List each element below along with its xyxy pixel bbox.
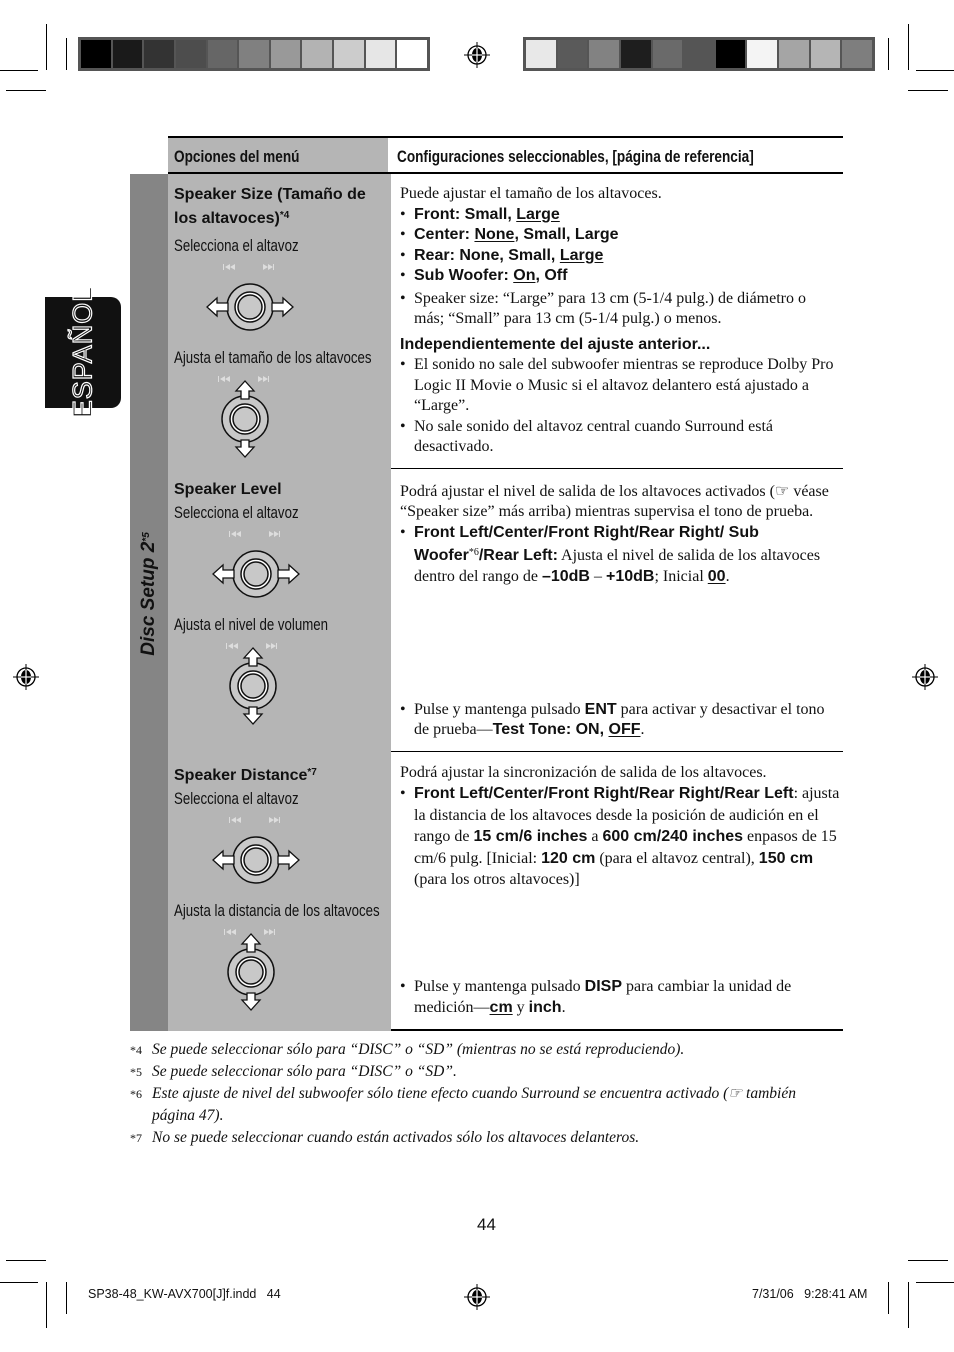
settings-description — [391, 174, 843, 469]
text-segment: OFF — [608, 721, 641, 738]
footnote-mark: *6 — [130, 1086, 142, 1101]
section-note: *5 — [141, 532, 152, 542]
text-segment: Podrá ajustar la sincronización de salida de los altavoces. — [400, 763, 767, 781]
footnotes — [130, 1039, 843, 1149]
crop-mark — [916, 70, 954, 71]
text-segment: para cambiar la unidad de medición— — [414, 977, 792, 1016]
step-select-speaker: Selecciona el altavoz — [174, 502, 299, 522]
option-cell — [168, 174, 391, 469]
setting-item — [400, 289, 840, 330]
setting-item — [400, 783, 840, 891]
text-segment: 150 cm — [758, 849, 814, 867]
crop-mark — [66, 38, 67, 70]
color-bar-left — [78, 37, 430, 71]
footnote — [130, 1083, 830, 1127]
text-segment: (para los otros altavoces)] — [414, 871, 580, 888]
footnote-mark: *4 — [130, 1042, 142, 1057]
joystick-icon — [205, 261, 295, 341]
option-cell — [168, 469, 391, 752]
registration-mark-icon — [463, 1283, 491, 1311]
text-segment: Front Left/Center/Front Right/Rear Right/Rear Left — [414, 785, 794, 802]
text-segment: +10dB — [605, 567, 655, 585]
text-segment: DISP — [584, 977, 622, 995]
page-content — [130, 136, 843, 1149]
text-segment: para activar y desactivar el tono de prueba— — [414, 700, 825, 738]
text-segment: No sale sonido del altavoz central cuando Surround está desactivado. — [414, 417, 773, 455]
text-segment: /Rear Left: — [478, 547, 558, 564]
page-number: 44 — [477, 1215, 496, 1234]
settings-description — [391, 469, 843, 752]
text-segment: None — [474, 226, 515, 243]
text-segment: Test Tone: ON, — [492, 721, 609, 738]
crop-mark — [6, 90, 46, 91]
footnote — [130, 1061, 830, 1083]
crop-mark — [0, 1282, 38, 1283]
option-cell — [168, 752, 391, 1031]
step-select-speaker: Selecciona el altavoz — [174, 788, 299, 808]
text-segment: – — [589, 567, 606, 585]
color-swatch — [621, 40, 651, 68]
joystick-icon — [200, 373, 290, 459]
table-row — [168, 469, 843, 752]
footnote-text: No se puede seleccionar cuando están activados sólo los altavoces delanteros. — [152, 1128, 640, 1146]
text-segment: (para el altavoz central), — [595, 849, 759, 867]
settings-description — [391, 752, 843, 1031]
text-segment: 00 — [707, 567, 726, 585]
color-swatch — [811, 40, 841, 68]
color-swatch — [558, 40, 588, 68]
crop-mark — [916, 1282, 954, 1283]
header-col2: Configuraciones seleccionables, [página de referencia] — [397, 147, 754, 166]
note-item — [400, 417, 840, 458]
text-segment: El sonido no sale del subwoofer mientras se reproduce Dolby Pro Logic II Movie o Music si el altavoz delantero está ajustado a “Large”. — [414, 356, 834, 414]
text-segment: , Off — [535, 267, 568, 284]
registration-mark-icon — [463, 41, 491, 69]
section-sidebar — [130, 174, 168, 1031]
setting-item — [400, 523, 840, 588]
slug-file: SP38-48_KW-AVX700[J]f.indd 44 — [88, 1287, 281, 1301]
header-col2-cell — [388, 138, 843, 172]
setting-item — [400, 246, 840, 267]
color-swatch — [526, 40, 556, 68]
crop-mark — [6, 1260, 46, 1261]
text-segment: Podrá ajustar el nivel de salida de los altavoces activados (☞ véase “Speaker size” más arriba) mientras supervisa el tono de prueba. — [400, 482, 829, 520]
color-swatch — [271, 40, 301, 68]
text-segment: Large — [559, 246, 604, 264]
step-select-speaker: Selecciona el altavoz — [174, 236, 299, 255]
text-segment: y — [512, 999, 529, 1016]
table-header — [168, 136, 843, 174]
intro-text — [400, 184, 840, 205]
text-segment: Speaker Distance — [174, 766, 308, 784]
color-swatch — [113, 40, 143, 68]
note-item — [400, 355, 840, 417]
intro-text — [400, 482, 840, 523]
setting-item — [400, 205, 840, 226]
color-swatch — [334, 40, 364, 68]
registration-mark-icon — [12, 663, 40, 691]
step-adjust: Ajusta el nivel de volumen — [174, 614, 329, 634]
crop-mark — [46, 1282, 47, 1328]
joystick-icon — [211, 814, 301, 894]
option-title — [174, 762, 387, 786]
footnote-text: Se puede seleccionar sólo para “DISC” o “SD”. — [152, 1062, 457, 1080]
language-tab-label: ESPAÑOL — [67, 285, 98, 419]
step-adjust: Ajusta la distancia de los altavoces — [174, 900, 380, 920]
table-rows — [168, 174, 843, 1031]
text-segment: 15 cm/6 inches — [473, 828, 588, 845]
crop-mark — [908, 90, 948, 91]
footnote-text: Este ajuste de nivel del subwoofer sólo tiene efecto cuando Surround se encuentra activado (☞ también página 47). — [152, 1084, 796, 1124]
header-col1: Opciones del menú — [174, 147, 300, 166]
crop-mark — [908, 24, 909, 70]
text-segment: cm — [489, 999, 513, 1016]
footnote-text: Se puede seleccionar sólo para “DISC” o “SD” (mientras no se está reproduciendo). — [152, 1040, 685, 1058]
text-segment: –10dB — [541, 567, 590, 585]
color-swatch — [176, 40, 206, 68]
footnote — [130, 1039, 830, 1061]
text-segment: Pulse y mantenga pulsado — [414, 700, 585, 718]
color-swatch — [397, 40, 427, 68]
crop-mark — [908, 1260, 948, 1261]
text-segment: a — [587, 828, 603, 845]
text-segment: *6 — [468, 547, 479, 558]
crop-mark — [0, 70, 38, 71]
joystick-icon — [211, 528, 301, 608]
color-swatch — [684, 40, 714, 68]
table-row — [168, 752, 843, 1031]
crop-mark — [66, 1282, 67, 1314]
footnote-mark: *5 — [130, 1064, 142, 1079]
text-segment: *7 — [307, 766, 317, 778]
text-segment: enpasos de 15 cm/6 pulg. [Inicial: — [414, 828, 837, 867]
color-swatch — [81, 40, 111, 68]
slug-date: 7/31/06 9:28:41 AM — [752, 1287, 868, 1301]
intro-text — [400, 762, 840, 784]
text-segment: Sub Woofer: — [414, 267, 514, 284]
crop-mark — [908, 1282, 909, 1328]
text-segment: Center: — [414, 226, 475, 243]
text-segment: Puede ajustar el tamaño de los altavoces. — [400, 185, 662, 202]
text-segment: 120 cm — [541, 849, 596, 867]
text-segment: . — [561, 999, 566, 1016]
subheading: Independientemente del ajuste anterior... — [400, 335, 711, 353]
text-segment: Large — [516, 205, 560, 223]
color-swatch — [589, 40, 619, 68]
text-segment: Front: Small, — [414, 205, 517, 223]
crop-mark — [888, 1282, 889, 1314]
text-segment: Speaker Size (Tamaño de los altavoces) — [174, 186, 366, 227]
color-swatch — [208, 40, 238, 68]
text-segment: On — [513, 267, 536, 284]
color-swatch — [239, 40, 269, 68]
test-tone-note — [400, 690, 840, 741]
joystick-icon — [208, 640, 298, 726]
footnote-mark: *7 — [130, 1130, 142, 1145]
text-segment: inch — [528, 999, 562, 1016]
color-swatch — [842, 40, 872, 68]
text-segment: Pulse y mantenga pulsado — [414, 977, 585, 995]
color-swatch — [716, 40, 746, 68]
crop-mark — [888, 38, 889, 70]
text-segment: ENT — [584, 700, 617, 718]
section-label — [138, 532, 160, 656]
text-segment: ; Inicial — [654, 567, 708, 585]
setting-item — [400, 225, 840, 246]
text-segment: Ajusta el nivel de salida de los altavoces dentro del rango de — [414, 547, 821, 585]
text-segment: *4 — [279, 210, 290, 221]
unit-note — [400, 966, 840, 1019]
color-swatch — [747, 40, 777, 68]
color-bar-right — [523, 37, 875, 71]
color-swatch — [144, 40, 174, 68]
registration-mark-icon — [911, 663, 939, 691]
text-segment: Front Left/Center/Front Right/Rear Right/ Sub Woofer — [414, 523, 759, 564]
setting-item — [400, 266, 840, 287]
color-swatch — [779, 40, 809, 68]
table-row — [168, 174, 843, 469]
joystick-icon — [206, 926, 296, 1012]
text-segment: Speaker size: “Large” para 13 cm (5-1/4 pulg.) de diámetro o más; “Small” para 13 cm (5-1/4 pulg.) o menos. — [414, 289, 806, 327]
table-body — [130, 174, 843, 1031]
section-label-text: Disc Setup 2 — [138, 541, 159, 656]
text-segment: , Small, Large — [514, 226, 619, 243]
crop-mark — [46, 24, 47, 70]
option-title — [174, 479, 387, 500]
color-swatch — [653, 40, 683, 68]
text-segment: Rear: None, Small, — [414, 246, 560, 264]
text-segment: . — [725, 567, 730, 585]
text-segment: 600 cm/240 inches — [602, 828, 744, 845]
option-title — [174, 184, 387, 229]
text-segment: Speaker Level — [174, 480, 282, 498]
footnote — [130, 1127, 830, 1149]
step-adjust: Ajusta el tamaño de los altavoces — [174, 348, 372, 367]
text-segment: : ajusta la distancia de los altavoces desde la posición de audición en el rango de — [414, 785, 840, 845]
color-swatch — [366, 40, 396, 68]
color-swatch — [302, 40, 332, 68]
header-col1-cell — [168, 138, 388, 172]
text-segment: . — [640, 721, 645, 738]
language-tab — [45, 285, 121, 419]
